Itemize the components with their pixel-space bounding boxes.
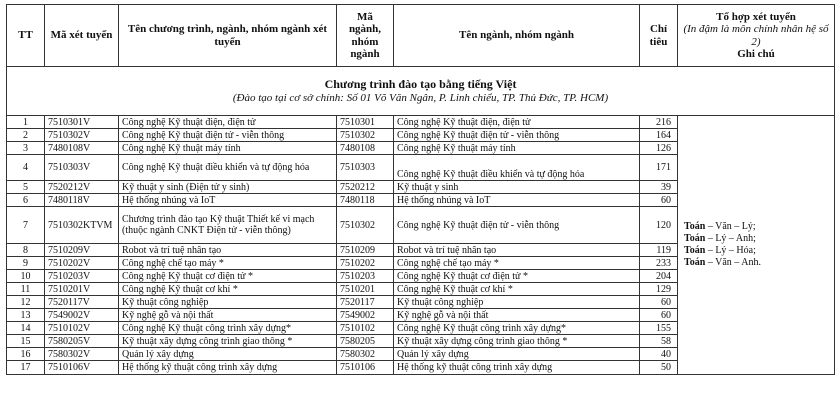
cell-chi-tieu: 40 <box>640 348 678 361</box>
cell-tt: 15 <box>7 335 45 348</box>
cell-tt: 9 <box>7 257 45 270</box>
combo-cell <box>678 116 835 375</box>
cell-ma-xet-tuyen: 7510201V <box>45 283 119 296</box>
cell-ten-nganh: Robot và trí tuệ nhân tạo <box>394 244 640 257</box>
cell-tt: 17 <box>7 361 45 375</box>
header-ma-xet-tuyen: Mã xét tuyển <box>45 5 119 67</box>
cell-ma-nganh: 7549002 <box>337 309 394 322</box>
combo-line <box>684 245 831 257</box>
cell-ten-nganh: Quản lý xây dựng <box>394 348 640 361</box>
combo-line <box>684 221 831 233</box>
cell-ma-xet-tuyen: 7510302V <box>45 129 119 142</box>
header-ma-nganh: Mã ngành, nhóm ngành <box>337 5 394 67</box>
header-tt: TT <box>7 5 45 67</box>
cell-chi-tieu: 164 <box>640 129 678 142</box>
cell-chi-tieu: 50 <box>640 361 678 375</box>
cell-ten-chuong-trinh: Công nghệ Kỹ thuật điện tử - viễn thông <box>119 129 337 142</box>
cell-ten-chuong-trinh: Hệ thống nhúng và IoT <box>119 194 337 207</box>
cell-ma-nganh: 7510303 <box>337 155 394 181</box>
cell-ma-xet-tuyen: 7510203V <box>45 270 119 283</box>
combo-other-subjects: – Văn – Lý; <box>705 221 756 232</box>
cell-ma-nganh: 7510102 <box>337 322 394 335</box>
cell-tt: 6 <box>7 194 45 207</box>
cell-chi-tieu: 216 <box>640 116 678 129</box>
cell-ma-nganh: 7520212 <box>337 181 394 194</box>
cell-ma-xet-tuyen: 7510303V <box>45 155 119 181</box>
cell-ten-chuong-trinh: Chương trình đào tạo Kỹ thuật Thiết kế vi mạch (thuộc ngành CNKT Điện tử - viễn thông) <box>119 207 337 244</box>
cell-ten-chuong-trinh: Robot và trí tuệ nhân tạo <box>119 244 337 257</box>
cell-ten-chuong-trinh: Quản lý xây dựng <box>119 348 337 361</box>
cell-ma-nganh: 7510301 <box>337 116 394 129</box>
cell-ten-nganh: Công nghệ Kỹ thuật công trình xây dựng* <box>394 322 640 335</box>
cell-ten-nganh: Công nghệ Kỹ thuật máy tính <box>394 142 640 155</box>
cell-ten-chuong-trinh: Kỹ thuật công nghiệp <box>119 296 337 309</box>
cell-tt: 5 <box>7 181 45 194</box>
cell-ten-nganh: Công nghệ Kỹ thuật cơ khí * <box>394 283 640 296</box>
cell-ten-chuong-trinh: Kỹ thuật xây dựng công trình giao thông * <box>119 335 337 348</box>
cell-ten-nganh: Công nghệ Kỹ thuật điều khiển và tự động hóa <box>394 155 640 181</box>
cell-ma-nganh: 7510201 <box>337 283 394 296</box>
cell-ten-nganh: Hệ thống nhúng và IoT <box>394 194 640 207</box>
cell-ma-nganh: 7580205 <box>337 335 394 348</box>
header-row <box>7 5 835 67</box>
cell-ma-nganh: 7480118 <box>337 194 394 207</box>
cell-chi-tieu: 60 <box>640 296 678 309</box>
cell-ten-chuong-trinh: Công nghệ Kỹ thuật cơ điện tử * <box>119 270 337 283</box>
cell-tt: 1 <box>7 116 45 129</box>
combo-other-subjects: – Lý – Anh; <box>705 233 756 244</box>
cell-ten-chuong-trinh: Công nghệ Kỹ thuật điều khiển và tự động hóa <box>119 155 337 181</box>
cell-chi-tieu: 171 <box>640 155 678 181</box>
cell-chi-tieu: 155 <box>640 322 678 335</box>
cell-ma-xet-tuyen: 7520212V <box>45 181 119 194</box>
cell-ten-nganh: Hệ thống kỹ thuật công trình xây dựng <box>394 361 640 375</box>
cell-ma-xet-tuyen: 7580205V <box>45 335 119 348</box>
cell-ma-nganh: 7510209 <box>337 244 394 257</box>
cell-ten-chuong-trinh: Công nghệ Kỹ thuật điện, điện tử <box>119 116 337 129</box>
cell-tt: 3 <box>7 142 45 155</box>
header-chi-tieu: Chỉ tiêu <box>640 5 678 67</box>
cell-ma-xet-tuyen: 7520117V <box>45 296 119 309</box>
header-to-hop <box>678 5 835 67</box>
cell-ten-nganh: Kỹ thuật y sinh <box>394 181 640 194</box>
combo-main-subject: Toán <box>684 233 706 244</box>
cell-tt: 4 <box>7 155 45 181</box>
header-to-hop-note: (In đậm là môn chính nhân hệ số 2) <box>683 23 829 48</box>
cell-ten-nganh: Kỹ nghệ gỗ và nội thất <box>394 309 640 322</box>
cell-chi-tieu: 233 <box>640 257 678 270</box>
section-title: Chương trình đào tạo bằng tiếng Việt <box>324 77 517 91</box>
cell-ma-xet-tuyen: 7510202V <box>45 257 119 270</box>
cell-chi-tieu: 119 <box>640 244 678 257</box>
cell-ten-nganh: Kỹ thuật công nghiệp <box>394 296 640 309</box>
cell-tt: 7 <box>7 207 45 244</box>
cell-ma-nganh: 7520117 <box>337 296 394 309</box>
cell-ten-nganh: Công nghệ chế tạo máy * <box>394 257 640 270</box>
section-cell <box>7 67 835 116</box>
cell-ma-nganh: 7510302 <box>337 207 394 244</box>
cell-ma-nganh: 7510203 <box>337 270 394 283</box>
cell-tt: 14 <box>7 322 45 335</box>
cell-ten-chuong-trinh: Công nghệ chế tạo máy * <box>119 257 337 270</box>
cell-ma-xet-tuyen: 7510102V <box>45 322 119 335</box>
cell-ten-chuong-trinh: Kỹ thuật y sinh (Điện tử y sinh) <box>119 181 337 194</box>
cell-ma-nganh: 7510202 <box>337 257 394 270</box>
cell-ten-chuong-trinh: Công nghệ Kỹ thuật cơ khí * <box>119 283 337 296</box>
admissions-table <box>6 4 835 375</box>
cell-chi-tieu: 129 <box>640 283 678 296</box>
cell-ten-nganh: Công nghệ Kỹ thuật điện tử - viễn thông <box>394 129 640 142</box>
cell-ma-nganh: 7580302 <box>337 348 394 361</box>
combo-line <box>684 233 831 245</box>
combo-other-subjects: – Văn – Anh. <box>705 257 761 268</box>
cell-chi-tieu: 120 <box>640 207 678 244</box>
cell-tt: 8 <box>7 244 45 257</box>
cell-ma-xet-tuyen: 7580302V <box>45 348 119 361</box>
cell-ma-xet-tuyen: 7480118V <box>45 194 119 207</box>
cell-tt: 10 <box>7 270 45 283</box>
combo-line <box>684 257 831 269</box>
cell-tt: 13 <box>7 309 45 322</box>
cell-chi-tieu: 60 <box>640 194 678 207</box>
cell-ten-chuong-trinh: Công nghệ Kỹ thuật máy tính <box>119 142 337 155</box>
cell-ten-nganh: Công nghệ Kỹ thuật điện tử - viễn thông <box>394 207 640 244</box>
cell-tt: 16 <box>7 348 45 361</box>
cell-ten-nganh: Công nghệ Kỹ thuật cơ điện tử * <box>394 270 640 283</box>
combo-main-subject: Toán <box>684 245 706 256</box>
table-row <box>7 116 835 129</box>
cell-ma-xet-tuyen: 7480108V <box>45 142 119 155</box>
cell-ten-chuong-trinh: Kỹ nghệ gỗ và nội thất <box>119 309 337 322</box>
cell-ten-nganh: Kỹ thuật xây dựng công trình giao thông * <box>394 335 640 348</box>
cell-chi-tieu: 60 <box>640 309 678 322</box>
combo-main-subject: Toán <box>684 221 706 232</box>
section-row <box>7 67 835 116</box>
combo-main-subject: Toán <box>684 257 706 268</box>
cell-ma-nganh: 7480108 <box>337 142 394 155</box>
header-ghi-chu: Ghi chú <box>737 48 775 60</box>
cell-ma-xet-tuyen: 7510301V <box>45 116 119 129</box>
cell-tt: 11 <box>7 283 45 296</box>
cell-chi-tieu: 39 <box>640 181 678 194</box>
cell-chi-tieu: 58 <box>640 335 678 348</box>
cell-ten-chuong-trinh: Hệ thống kỹ thuật công trình xây dựng <box>119 361 337 375</box>
cell-ma-xet-tuyen: 7510302KTVM <box>45 207 119 244</box>
cell-chi-tieu: 204 <box>640 270 678 283</box>
header-ten-chuong-trinh: Tên chương trình, ngành, nhóm ngành xét tuyển <box>119 5 337 67</box>
cell-ma-xet-tuyen: 7549002V <box>45 309 119 322</box>
cell-ma-xet-tuyen: 7510209V <box>45 244 119 257</box>
cell-tt: 12 <box>7 296 45 309</box>
section-subtitle: (Đào tạo tại cơ sở chính: Số 01 Võ Văn Ngân, P. Linh chiểu, TP. Thủ Đức, TP. HCM) <box>232 92 609 104</box>
cell-ten-chuong-trinh: Công nghệ Kỹ thuật công trình xây dựng* <box>119 322 337 335</box>
cell-tt: 2 <box>7 129 45 142</box>
cell-ma-nganh: 7510302 <box>337 129 394 142</box>
cell-ma-xet-tuyen: 7510106V <box>45 361 119 375</box>
header-to-hop-title: Tổ hợp xét tuyển <box>716 10 796 23</box>
cell-ten-nganh: Công nghệ Kỹ thuật điện, điện tử <box>394 116 640 129</box>
header-ten-nganh: Tên ngành, nhóm ngành <box>394 5 640 67</box>
cell-chi-tieu: 126 <box>640 142 678 155</box>
cell-ma-nganh: 7510106 <box>337 361 394 375</box>
combo-other-subjects: – Lý – Hóa; <box>705 245 756 256</box>
